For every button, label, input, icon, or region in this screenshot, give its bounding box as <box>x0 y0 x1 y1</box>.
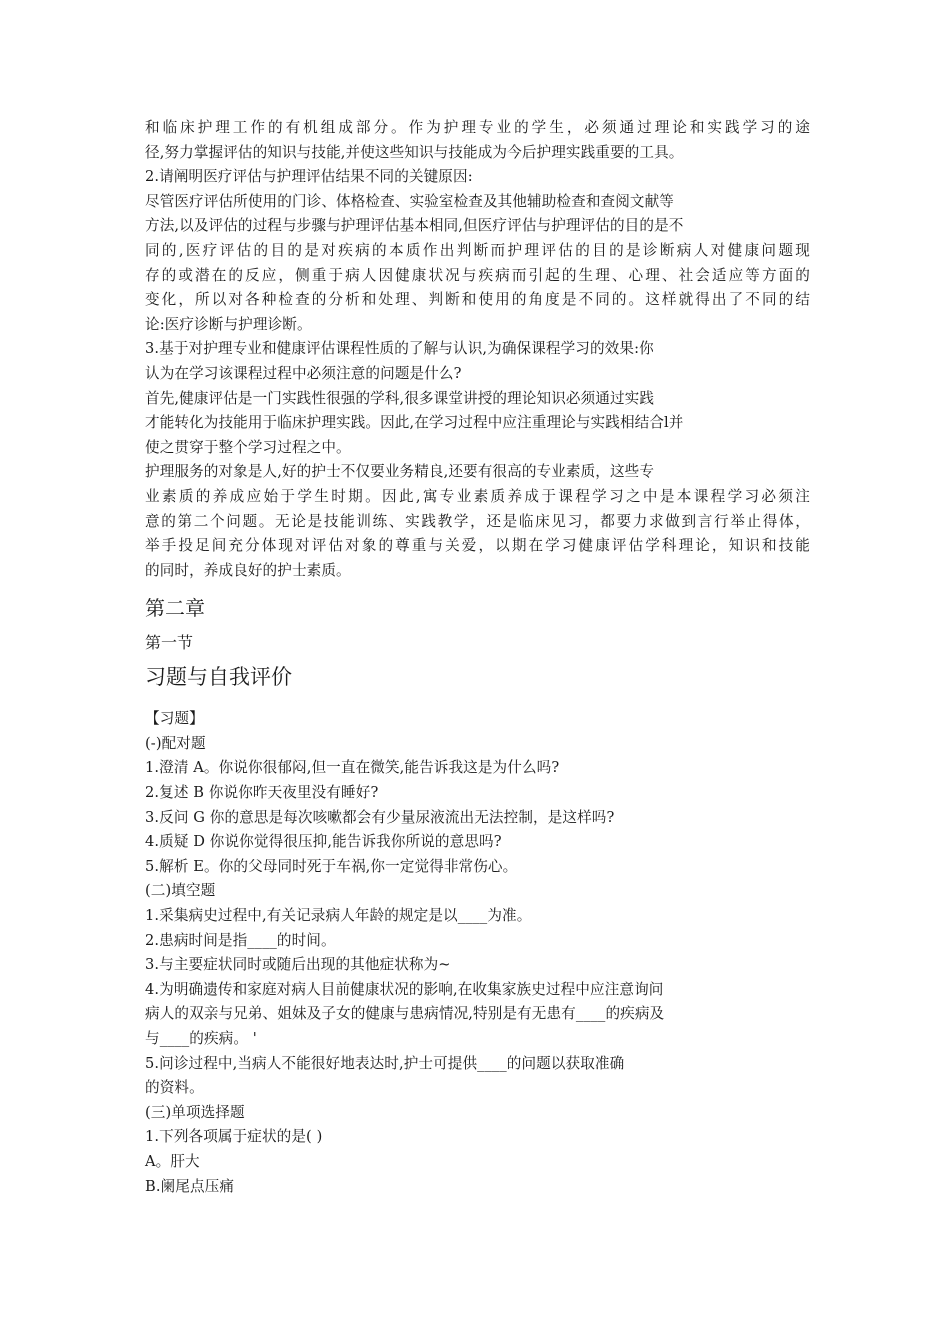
text-line: 尽管医疗评估所使用的门诊、体格检查、实验室检查及其他辅助检查和查阅文献等 <box>145 192 674 210</box>
text-line: 首先,健康评估是一门实践性很强的学科,很多课堂讲授的理论知识必须通过实践 <box>145 389 655 407</box>
text-line: 意的第二个问题。无论是技能训练、实践教学，还是临床见习，都要力求做到言行举止得体， <box>145 512 810 530</box>
matching-item: 1.澄清 A。你说你很郁闷,但一直在微笑,能告诉我这是为什么吗? <box>145 759 560 777</box>
text-line: 举手投足间充分体现对评估对象的尊重与关爱，以期在学习健康评估学科理论，知识和技能 <box>145 537 810 555</box>
choice-option: A。肝大 <box>145 1152 200 1170</box>
fill-blank-item: 2.患病时间是指____的时间。 <box>145 931 336 949</box>
subsection-heading: (-)配对题 <box>145 734 206 752</box>
fill-blank-item: 病人的双亲与兄弟、姐妹及子女的健康与患病情况,特别是有无患有____的疾病及 <box>145 1005 665 1023</box>
matching-item: 4.质疑 D 你说你觉得很压抑,能告诉我你所说的意思吗? <box>145 833 502 851</box>
text-line: 论:医疗诊断与护理诊断。 <box>145 315 312 333</box>
text-line: 护理服务的对象是人,好的护士不仅要业务精良,还要有很高的专业素质，这些专 <box>145 463 655 481</box>
fill-blank-item: 4.为明确遗传和家庭对病人目前健康状况的影响,在收集家族史过程中应注意询问 <box>145 980 664 998</box>
text-line: 的同时，养成良好的护士素质。 <box>145 561 351 579</box>
question-line: 认为在学习该课程过程中必须注意的问题是什么? <box>145 364 462 382</box>
exercise-label: 【习题】 <box>145 710 204 728</box>
answer-text-block <box>145 116 810 583</box>
exercise-title: 习题与自我评价 <box>145 665 292 690</box>
text-line: 变化，所以对各种检查的分析和处理、判断和使用的角度是不同的。这样就得出了不同的结 <box>145 291 810 309</box>
text-line: 方法,以及评估的过程与步骤与护理评估基本相同,但医疗评估与护理评估的目的是不 <box>145 217 684 235</box>
fill-blank-item: 的资料。 <box>145 1079 204 1097</box>
text-line: 业素质的养成应始于学生时期。因此,寓专业素质养成于课程学习之中是本课程学习必须注 <box>145 487 810 505</box>
fill-blank-item: 与____的疾病。 ' <box>145 1030 257 1047</box>
text-line: 存的或潜在的反应，侧重于病人因健康状况与疾病而引起的生理、心理、社会适应等方面的 <box>145 266 810 284</box>
text-line: 同的,医疗评估的目的是对疾病的本质作出判断而护理评估的目的是诊断病人对健康问题现 <box>145 241 810 259</box>
text-line: 和临床护理工作的有机组成部分。作为护理专业的学生，必须通过理论和实践学习的途 <box>145 119 810 136</box>
matching-item: 5.解析 E。你的父母同时死于车祸,你一定觉得非常伤心。 <box>145 857 518 875</box>
subsection-heading: (三)单项选择题 <box>145 1103 245 1121</box>
text-line: 才能转化为技能用于临床护理实践。因此,在学习过程中应注重理论与实践相结合l并 <box>145 414 684 432</box>
fill-blank-item: 3.与主要症状同时或随后出现的其他症状称为~ <box>145 956 451 974</box>
section-heading: 第一节 <box>145 633 194 653</box>
matching-item: 3.反问 G 你的意思是每次咳嗽都会有少量尿液流出无法控制，是这样吗? <box>145 808 615 826</box>
choice-option: B.阑尾点压痛 <box>145 1177 235 1195</box>
matching-item: 2.复述 B 你说你昨天夜里没有睡好? <box>145 784 379 802</box>
exercise-block <box>145 707 810 1199</box>
fill-blank-item: 1.采集病史过程中,有关记录病人年龄的规定是以____为准。 <box>145 907 532 925</box>
question-line: 2.请阐明医疗评估与护理评估结果不同的关键原因: <box>145 168 473 186</box>
subsection-heading: (二)填空题 <box>145 882 216 900</box>
document-page <box>145 116 810 1199</box>
choice-question: 1.下列各项属于症状的是( ) <box>145 1128 323 1146</box>
text-line: 使之贯穿于整个学习过程之中。 <box>145 438 351 456</box>
fill-blank-item: 5.问诊过程中,当病人不能很好地表达时,护士可提供____的问题以获取准确 <box>145 1054 625 1072</box>
question-line: 3.基于对护理专业和健康评估课程性质的了解与认识,为确保课程学习的效果:你 <box>145 340 654 358</box>
chapter-heading: 第二章 <box>145 596 205 621</box>
text-line: 径,努力掌握评估的知识与技能,并使这些知识与技能成为今后护理实践重要的工具。 <box>145 143 684 161</box>
